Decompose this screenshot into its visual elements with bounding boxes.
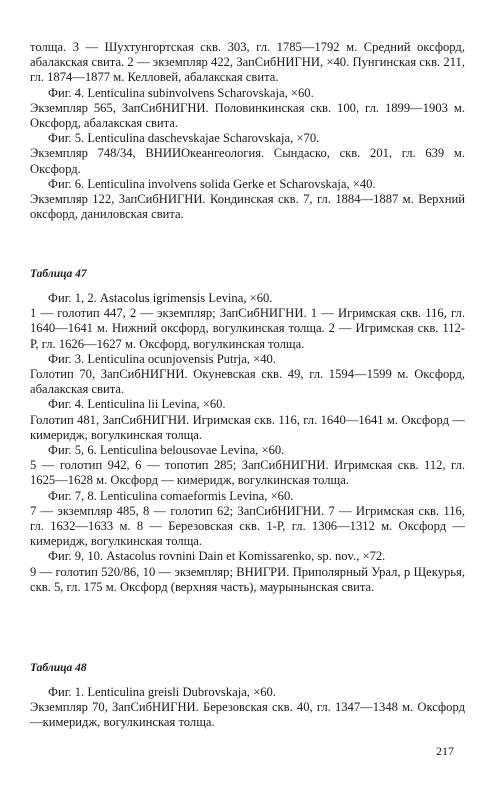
- figure-caption: Фиг. 7, 8. Lenticulina comaeformis Levina, ×60.: [48, 488, 294, 503]
- page-number: 217: [436, 744, 454, 758]
- figure-caption: Фиг. 5. Lenticulina daschevskajae Scharovskaja, ×70.: [48, 131, 320, 146]
- paragraph: Экземпляр 748/34, ВНИИОкеангеология. Сындаско, скв. 201, гл. 639 м. Оксфорд.: [30, 146, 465, 176]
- paragraph: 5 — голотип 942, 6 — топотип 285; ЗапСибНИГНИ. Игримская скв. 112, гл. 1625—1628 м. Оксфорд — кимеридж, вогулкинская толща.: [30, 458, 465, 488]
- paragraph: толща. 3 — Шухтунгортская скв. 303, гл. 1785—1792 м. Средний оксфорд, абалакская свита. 2 — экземпляр 422, ЗапСибНИГНИ, ×40. Пунгинская скв. 211, гл. 1874—1877 м. Келловей, абалакская свита.: [30, 40, 465, 85]
- paragraph: Экземпляр 565, ЗапСибНИГНИ. Половинкинская скв. 100, гл. 1899—1903 м. Оксфорд, абалакская свита.: [30, 100, 465, 131]
- figure-caption: Фиг. 4. Lenticulina subinvolvens Scharovskaja, ×60.: [48, 85, 314, 100]
- figure-caption: Фиг. 3. Lenticulina ocunjovensis Putrja, ×40.: [48, 351, 276, 366]
- paragraph: Экземпляр 122, ЗапСибНИГНИ. Кондинская скв. 7, гл. 1884—1887 м. Верхний оксфорд, даниловская свита.: [30, 192, 465, 222]
- text-block-continuation: [30, 40, 465, 222]
- figure-caption: Фиг. 4. Lenticulina lii Levina, ×60.: [48, 397, 226, 412]
- paragraph: Голотип 481, ЗапСибНИГНИ. Игримская скв. 116, гл. 1640—1641 м. Оксфорд — кимеридж, вогулкинская толща.: [30, 412, 465, 442]
- table-47-heading: Таблица 47: [30, 268, 87, 280]
- figure-caption: Фиг. 5, 6. Lenticulina belousovae Levina, ×60.: [48, 443, 285, 458]
- figure-caption: Фиг. 9, 10. Astacolus rovnini Dain et Komissarenko, sp. nov., ×72.: [48, 549, 386, 564]
- paragraph: 9 — голотип 520/86, 10 — экземпляр; ВНИГРИ. Приполярный Урал, р Щекурья, скв. 5, гл. 175 м. Оксфорд (верхняя часть), маурынынская свита.: [30, 564, 465, 594]
- figure-caption: Фиг. 1, 2. Astacolus igrimensis Levina, ×60.: [48, 291, 273, 305]
- paragraph: 1 — голотип 447, 2 — экземпляр; ЗапСибНИГНИ. 1 — Игримская скв. 116, гл. 1640—1641 м. Нижний оксфорд, вогулкинская толща. 2 — Игримская скв. 112-Р, гл. 1626—1627 м. Оксфорд, вогулкинская толща.: [30, 306, 465, 351]
- paragraph: Голотип 70, ЗапСибНИГНИ. Окуневская скв. 49, гл. 1594—1599 м. Оксфорд, абалакская свита.: [30, 367, 465, 397]
- table-47-block: [30, 291, 465, 595]
- table-48-block: [30, 685, 465, 731]
- figure-caption: Фиг. 1. Lenticulina greisli Dubrovskaja, ×60.: [48, 685, 276, 699]
- paragraph: Экземпляр 70, ЗапСибНИГНИ. Березовская скв. 40, гл. 1347—1348 м. Оксфорд—кимеридж, вогулкинская толща.: [30, 700, 465, 730]
- table-48-heading: Таблица 48: [30, 662, 87, 674]
- paragraph: 7 — экземпляр 485, 8 — голотип 62; ЗапСибНИГНИ. 7 — Игримская скв. 116, гл. 1632—1633 м. 8 — Березовская скв. 1-Р, гл. 1306—1312 м. Оксфорд — кимеридж, вогулкинская толща.: [30, 503, 465, 549]
- figure-caption: Фиг. 6. Lenticulina involvens solida Gerke et Scharovskaja, ×40.: [48, 176, 376, 191]
